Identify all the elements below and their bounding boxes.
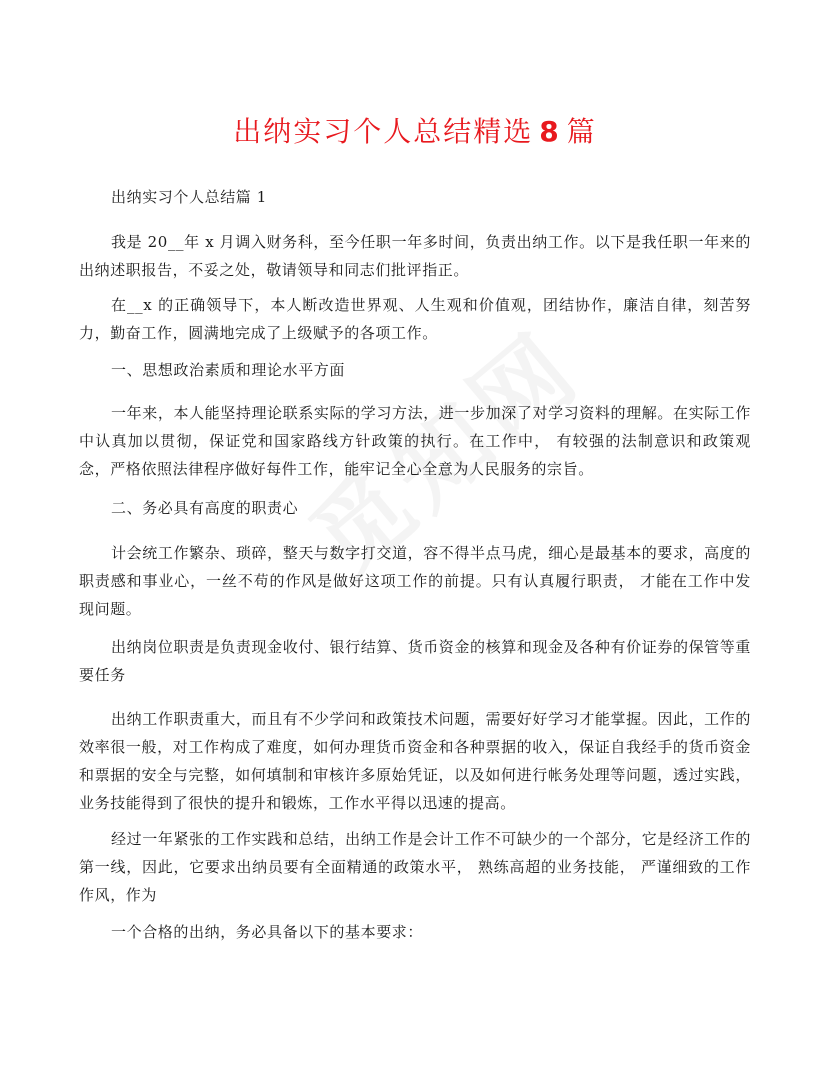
document-title xyxy=(0,114,830,150)
title-prefix: 出纳实习个人总结精选 xyxy=(233,115,534,148)
paragraph-accounting-work: 计会统工作繁杂、琐碎，整天与数字打交道，容不得半点马虎，细心是最基本的要求，高度的职责感和事业心，一丝不苟的作风是做好这项工作的前提。只有认真履行职责， 才能在工作中发现问题。 xyxy=(79,544,751,618)
paragraph-theory: 一年来，本人能坚持理论联系实际的学习方法，进一步加深了对学习资料的理解。在实际工作中认真加以贯彻，保证党和国家路线方针政策的执行。在工作中， 有较强的法制意识和政策观念，严格依照法律程序做好每件工作，能牢记全心全意为人民服务的宗旨。 xyxy=(79,404,751,478)
paragraph-leadership: 在__x 的正确领导下，本人断改造世界观、人生观和价值观，团结协作，廉洁自律，刻苦努力，勤奋工作，圆满地完成了上级赋予的各项工作。 xyxy=(79,296,751,342)
paragraph-cashier-duties: 出纳岗位职责是负责现金收付、银行结算、货币资金的核算和现金及各种有价证券的保管等重要任务 xyxy=(79,638,751,684)
title-number: 8 xyxy=(539,115,561,148)
section-heading: 出纳实习个人总结篇 1 xyxy=(111,188,267,206)
paragraph-intro: 我是 20__年 x 月调入财务科，至今任职一年多时间，负责出纳工作。以下是我任职一年来的出纳述职报告，不妥之处，敬请领导和同志们批评指正。 xyxy=(79,233,751,279)
paragraph-requirements: 一个合格的出纳，务必具备以下的基本要求： xyxy=(111,923,424,941)
paragraph-cashier-work: 出纳工作职责重大，而且有不少学问和政策技术问题，需要好好学习才能掌握。因此，工作的效率很一般，对工作构成了难度，如何办理货币资金和各种票据的收入，保证自我经手的货币资金和票据的安全与完整，如何填制和审核许多原始凭证，以及如何进行帐务处理等问题，透过实践，业务技能得到了很快的提升和锻炼，工作水平得以迅速的提高。 xyxy=(79,710,751,812)
paragraph-experience: 经过一年紧张的工作实践和总结，出纳工作是会计工作不可缺少的一个部分，它是经济工作的第一线，因此，它要求出纳员要有全面精通的政策水平， 熟练高超的业务技能， 严谨细致的工作作风，作为 xyxy=(79,830,751,904)
subheading-responsibility: 二、务必具有高度的职责心 xyxy=(111,499,299,517)
subheading-politics: 一、思想政治素质和理论水平方面 xyxy=(111,361,346,379)
title-suffix: 篇 xyxy=(566,115,597,148)
